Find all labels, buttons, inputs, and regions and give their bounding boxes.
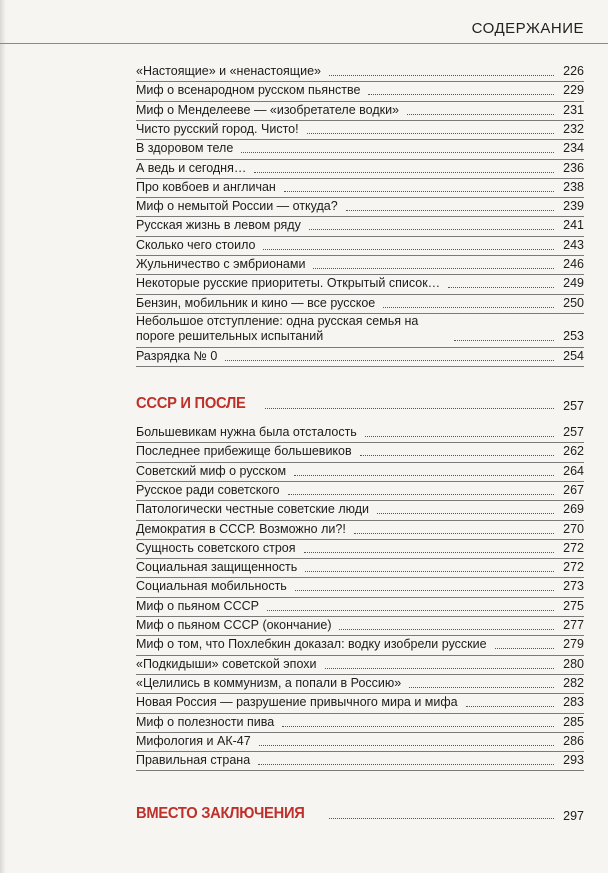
toc-entry (136, 276, 584, 291)
toc-entry (136, 161, 584, 176)
row-separator (136, 120, 584, 121)
toc-entry-title: Миф о полезности пива (136, 714, 275, 729)
toc-entry-page: 239 (563, 199, 584, 214)
leader-dots (258, 764, 554, 765)
row-separator (136, 366, 584, 367)
leader-dots (325, 668, 555, 669)
row-separator (136, 713, 584, 714)
toc-entry-title: Миф о Менделееве — «изобретателе водки» (136, 102, 400, 117)
header-rule (0, 43, 608, 44)
leader-dots (407, 114, 554, 115)
toc-entry (136, 314, 584, 344)
toc-entry-page: 293 (563, 753, 584, 768)
row-separator (136, 500, 584, 501)
toc-entry-title: Миф о всенародном русском пьянстве (136, 83, 361, 98)
toc-entry-title: Миф о том, что Похлебкин доказал: водку изобрели русские (136, 637, 487, 652)
row-separator (136, 616, 584, 617)
row-separator (136, 635, 584, 636)
leader-dots (360, 455, 554, 456)
toc-entry-page: 229 (563, 83, 584, 98)
toc-entry-title: «Целились в коммунизм, а попали в Россию» (136, 675, 402, 690)
toc-entry-title: В здоровом теле (136, 141, 234, 156)
toc-entry-page: 226 (563, 64, 584, 78)
toc-entry (136, 64, 584, 79)
toc-entry (136, 560, 584, 575)
leader-dots (313, 268, 554, 269)
leader-dots (295, 590, 554, 591)
leader-dots (284, 191, 554, 192)
leader-dots (365, 436, 554, 437)
toc-entry-page: 234 (563, 141, 584, 156)
toc-entry-title: Сущность советского строя (136, 540, 296, 555)
toc-entry (136, 579, 584, 594)
toc-entry-page: 246 (563, 257, 584, 271)
toc-entry (136, 618, 584, 633)
leader-dots (339, 629, 554, 630)
toc-entry-page: 249 (563, 276, 584, 291)
toc-entry (136, 676, 584, 691)
toc-entry (136, 522, 584, 537)
toc-entry (136, 425, 584, 440)
row-separator (136, 294, 584, 295)
row-separator (136, 197, 584, 198)
row-separator (136, 558, 584, 559)
toc-entry-title: Правильная страна (136, 753, 251, 768)
row-separator (136, 732, 584, 733)
toc-entry (136, 483, 584, 498)
toc-entry-title: Про ковбоев и англичан (136, 179, 276, 194)
toc-entry (136, 541, 584, 556)
leader-dots (267, 610, 554, 611)
toc-entry (136, 695, 584, 710)
toc-entry (136, 502, 584, 517)
toc-entry (136, 715, 584, 730)
toc-entry-title: Русское ради советского (136, 482, 280, 497)
toc-entry-title: Патологически честные советские люди (136, 502, 370, 517)
toc-entry (136, 218, 584, 233)
leader-dots (329, 75, 554, 76)
leader-dots (383, 307, 554, 308)
section-title: ВМЕСТО ЗАКЛЮЧЕНИЯ (136, 805, 305, 822)
toc-entry (136, 637, 584, 652)
toc-entry-title: Некоторые русские приоритеты. Открытый список… (136, 276, 441, 291)
toc-entry-page: 279 (563, 637, 584, 652)
toc-entry-title: Чисто русский город. Чисто! (136, 121, 299, 136)
row-separator (136, 693, 584, 694)
section-page-number: 297 (563, 809, 584, 823)
toc-entry-page: 243 (563, 237, 584, 252)
toc-entry-page: 267 (563, 482, 584, 497)
leader-dots (354, 533, 554, 534)
toc-entry (136, 444, 584, 459)
leader-dots (466, 706, 554, 707)
running-header (0, 0, 608, 42)
toc-entry-page: 277 (563, 618, 584, 632)
toc-entry (136, 180, 584, 195)
toc-entry-title: Новая Россия — разрушение привычного мира и мифа (136, 695, 458, 710)
toc-entry (136, 122, 584, 137)
toc-entry (136, 238, 584, 253)
leader-dots (282, 726, 554, 727)
toc-entry (136, 141, 584, 156)
toc-entry (136, 296, 584, 311)
toc-entry (136, 599, 584, 614)
toc-entry (136, 657, 584, 672)
toc-entry-page: 280 (563, 656, 584, 671)
toc-entry-page: 238 (563, 179, 584, 194)
leader-dots (241, 152, 554, 153)
toc-entry-title: «Подкидыши» советской эпохи (136, 656, 317, 671)
row-separator (136, 481, 584, 482)
row-separator (136, 159, 584, 160)
toc-entry-title: Социальная защищенность (136, 560, 298, 575)
toc-entry-page: 250 (563, 295, 584, 310)
leader-dots (495, 648, 554, 649)
leader-dots (368, 94, 554, 95)
toc-entry (136, 103, 584, 118)
toc-entry-title: Бензин, мобильник и кино — все русское (136, 295, 376, 310)
toc-entry-title: Последнее прибежище большевиков (136, 444, 352, 459)
leader-dots (329, 818, 554, 819)
leader-dots (254, 172, 554, 173)
toc-entry-page: 270 (563, 521, 584, 536)
toc-entry-title: Разрядка № 0 (136, 348, 218, 363)
row-separator (136, 462, 584, 463)
toc-entry-title: Миф о пьяном СССР (136, 598, 259, 613)
toc-entry-page: 286 (563, 733, 584, 748)
leader-dots (346, 210, 554, 211)
toc-entry-page: 232 (563, 121, 584, 136)
toc-entry-page: 241 (563, 218, 584, 233)
row-separator (136, 139, 584, 140)
toc-entry-page: 272 (563, 560, 584, 575)
row-separator (136, 597, 584, 598)
toc-entry-title: Сколько чего стоило (136, 237, 256, 252)
toc-entry-title: «Настоящие» и «ненастоящие» (136, 64, 321, 78)
leader-dots (304, 552, 554, 553)
toc-entry (136, 753, 584, 768)
toc-entry-page: 264 (563, 463, 584, 478)
leader-dots (225, 360, 554, 361)
row-separator (136, 216, 584, 217)
toc-entry (136, 83, 584, 98)
toc-entry-title: Миф о немытой России — откуда? (136, 199, 338, 214)
toc-entry-page: 231 (563, 102, 584, 117)
toc-entry (136, 349, 584, 364)
row-separator (136, 751, 584, 752)
toc-entry-page: 272 (563, 540, 584, 555)
row-separator (136, 274, 584, 275)
leader-dots (288, 494, 554, 495)
leader-dots (448, 287, 554, 288)
leader-dots (307, 133, 554, 134)
toc-entry-page: 236 (563, 160, 584, 175)
toc-entry-page: 262 (563, 444, 584, 459)
row-separator (136, 255, 584, 256)
toc-entry-title: Мифология и АК-47 (136, 733, 251, 748)
toc-entry (136, 464, 584, 479)
leader-dots (259, 745, 554, 746)
toc-entry-page: 254 (563, 348, 584, 363)
row-separator (136, 674, 584, 675)
row-separator (136, 178, 584, 179)
toc-entry (136, 199, 584, 214)
row-separator (136, 442, 584, 443)
toc-entry-title: А ведь и сегодня… (136, 160, 247, 175)
leader-dots (454, 340, 554, 341)
toc-entry-title: Социальная мобильность (136, 579, 287, 594)
section-page-number: 257 (563, 399, 584, 413)
toc-entry-page: 285 (563, 714, 584, 729)
row-separator (136, 81, 584, 82)
toc-entry-title: Жульничество с эмбрионами (136, 257, 306, 271)
row-separator (136, 101, 584, 102)
toc-entry-page: 269 (563, 502, 584, 517)
section-title: СССР И ПОСЛЕ (136, 395, 246, 412)
toc-entry (136, 734, 584, 749)
row-separator (136, 655, 584, 656)
toc-entry-page: 275 (563, 598, 584, 613)
toc-entry-page: 283 (563, 695, 584, 710)
leader-dots (409, 687, 554, 688)
toc-entry-title: Советский миф о русском (136, 463, 287, 478)
leader-dots (377, 513, 554, 514)
row-separator (136, 577, 584, 578)
leader-dots (263, 249, 554, 250)
row-separator (136, 539, 584, 540)
row-separator (136, 770, 584, 771)
page-edge-shadow (0, 0, 6, 873)
header-title: СОДЕРЖАНИЕ (471, 20, 584, 37)
row-separator (136, 347, 584, 348)
toc-entry-page: 257 (563, 425, 584, 439)
toc-entry-title: Большевикам нужна была отсталость (136, 425, 357, 439)
section-heading-conclusion (136, 805, 584, 823)
toc-entry-page: 273 (563, 579, 584, 594)
row-separator (136, 236, 584, 237)
toc-entry-title: Небольшое отступление: одна русская семья на пороге решительных испытаний (136, 313, 419, 343)
row-separator (136, 520, 584, 521)
leader-dots (309, 229, 554, 230)
leader-dots (294, 475, 554, 476)
toc-entry-title: Русская жизнь в левом ряду (136, 218, 301, 233)
toc-entry (136, 257, 584, 272)
toc-entry-title: Демократия в СССР. Возможно ли?! (136, 521, 346, 536)
leader-dots (305, 571, 554, 572)
toc-entry-page: 282 (563, 675, 584, 690)
section-heading-ussr (136, 395, 584, 413)
toc-entry-page: 253 (563, 328, 584, 343)
toc-entry-title: Миф о пьяном СССР (окончание) (136, 618, 332, 632)
leader-dots (265, 408, 554, 409)
